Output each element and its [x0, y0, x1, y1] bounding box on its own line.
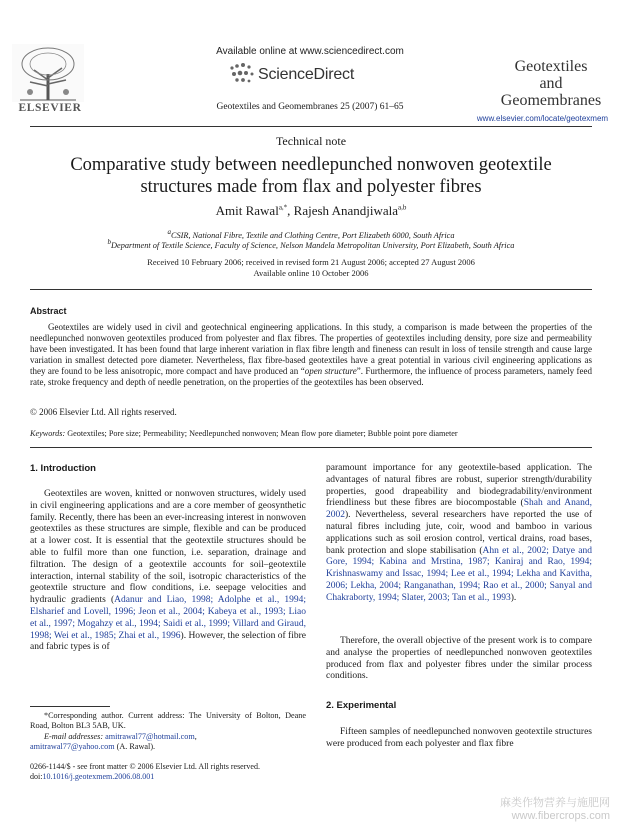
paragraph-text: Geotextiles are woven, knitted or nonwoven structures, widely used in civil engineering applications and are a core member of geosynthetic family. Recently, there has been an ever-increasing interest in nonwoven geotextiles as these structures are simple, flexible and can be produced at a lower cost. It is essential that the geotextile structures should be able to fulfil more than one function, i.e. separation, drainage and filtration. The design of a geotextile accounts for soil–geotextile interaction, internal stability of the soil, isotropic characteristics of the geotextile structure and flow conditions, i.e. seepage velocities and hydraulic gradients ( [30, 489, 306, 606]
journal-title-line3: Geomembranes [500, 92, 602, 109]
affiliation-superscript: a [167, 228, 171, 236]
journal-title [490, 58, 612, 109]
article-type: Technical note [275, 134, 347, 148]
keywords-list: Geotextiles; Pore size; Permeability; Needlepunched nonwoven; Mean flow pore diameter; Bubble point pore diameter [65, 429, 458, 438]
footnote-divider [30, 706, 110, 707]
email-suffix: (A. Rawal). [114, 742, 156, 752]
journal-title-line2: and [539, 75, 563, 92]
experimental-paragraph-1: Fifteen samples of needlepunched nonwoven geotextile structures were produced from each polyester and flax fibre [326, 727, 592, 749]
abstract-copyright: © 2006 Elsevier Ltd. All rights reserved. [30, 407, 177, 417]
publisher-name: ELSEVIER [18, 102, 82, 114]
doi-label: doi: [30, 772, 43, 782]
abstract-text-part: Geotextiles are widely used in civil and geotechnical engineering applications. In this study, a comparison is made between the properties of the needlepunched nonwoven geotextiles produced from polyester and flax fibres. The properties of geotextiles including density, pore size and permeability have been investigated. It has been found that large inherent variation in flax fibre length and fineness can result in loss of tensile strength and cause large variation in smallest detected pore diameter. Nevertheless, flax fibre-based geotextiles have a great potential in various civil engineering applications as they are found to be less anisotropic, more compact and have produced an “ [30, 322, 592, 376]
keywords [30, 429, 592, 438]
intro-paragraph-2 [326, 463, 592, 605]
paragraph-text: ). However, the selection of fibre and fabric types is of [30, 630, 306, 653]
article-title [30, 154, 592, 198]
watermark-line2: www.fibercrops.com [511, 810, 610, 822]
doi-link[interactable]: 10.1016/j.geotexmem.2006.08.001 [42, 772, 155, 782]
journal-url-link[interactable]: www.elsevier.com/locate/geotexmem [476, 114, 609, 123]
email-link[interactable]: amitrawal77@hotmail.com [105, 731, 195, 741]
affiliation-text: Department of Textile Science, Faculty of Science, Nelson Mandela Metropolitan University, Port Elizabeth, South Africa [111, 240, 515, 250]
citation-link[interactable]: Adanur and Liao, 1998; Adolphe et al., 1994; Elsharief and Lovell, 1996; Jeon et al., 2004; Kabeya et al., 1993; Liao et al., 1997; Mogahzy et al., 1994; Saidi et al., 1999; Villard and Giraud, 1998; Wei et al., 1985; Zhai et al., 1996 [30, 595, 306, 641]
intro-paragraph-1 [30, 489, 306, 654]
front-matter [30, 762, 306, 782]
sciencedirect-logo-icon [228, 62, 256, 86]
email-line: E-mail addresses: amitrawal77@hotmail.com, [44, 731, 197, 741]
paragraph-text: ). Nevertheless, several researchers have reported the use of natural fibres including jute, coir, wood and bamboo in various applications such as soil erosion control, vertical drains, road bases, bank protection and slope stabilisation ( [326, 510, 592, 556]
section-heading-experimental: 2. Experimental [326, 700, 397, 711]
abstract-text [30, 322, 592, 387]
affiliation-superscript: b [107, 238, 112, 246]
issn-line: 0266-1144/$ - see front matter © 2006 Elsevier Ltd. All rights reserved. [30, 762, 260, 771]
citation-link[interactable]: Shah and Anand, 2002 [326, 498, 592, 521]
abstract-text-part: ”. Furthermore, the influence of process parameters, namely feed rate, stroke frequency and depth of needle penetration, on the properties of the geotextiles has been observed. [30, 365, 592, 387]
header-divider [30, 126, 592, 127]
abstract-heading: Abstract [30, 306, 67, 316]
corresponding-footnote [30, 711, 306, 753]
author-separator: , [287, 203, 294, 218]
author-list [30, 203, 592, 219]
author-name: Amit Rawal [215, 203, 279, 218]
corresponding-author-note: *Corresponding author. Current address: The University of Bolton, Deane Road, Bolton BL3 5AB, UK. [30, 711, 306, 731]
received-dates: Received 10 February 2006; received in revised form 21 August 2006; accepted 27 August 2006 [147, 257, 475, 267]
corresponding-mark: * [283, 203, 288, 212]
email-label: E-mail addresses: [44, 731, 104, 741]
email-link[interactable]: amitrawal77@yahoo.com [30, 742, 115, 752]
site-watermark [490, 797, 610, 823]
elsevier-tree-logo [12, 44, 84, 102]
sciencedirect-brand: ScienceDirect [258, 66, 355, 83]
affiliation-text: CSIR, National Fibre, Textile and Clothing Centre, Port Elizabeth 6000, South Africa [170, 230, 455, 240]
author-superscript: a, [278, 203, 284, 212]
abstract-divider-bottom [30, 447, 592, 448]
article-dates [30, 257, 592, 279]
email-line-2 [30, 742, 306, 752]
affiliation-b [30, 238, 592, 250]
citation-link[interactable]: Ahn et al., 2002; Datye and Gore, 1994; Kabina and Mrstina, 1987; Kaniraj and Rao, 1994; Krishnaswamy and Issac, 1994; Lee et al., 1994; Lekha and Kavitha, 2006; Lekha, 2004; Ranganathan, 1994; Rao et al., 2000; Sanyal and Chakraborty, 1994; Slater, 2003; Tan et al., 1993 [326, 545, 592, 603]
intro-heading-block [30, 463, 306, 475]
paragraph-text: ). [510, 592, 517, 603]
section-heading-introduction: 1. Introduction [30, 463, 96, 474]
abstract-emphasis: open structure [304, 365, 357, 376]
author-name: Rajesh Anandjiwala [293, 203, 399, 218]
abstract-divider-top [30, 289, 592, 290]
intro-paragraph-3: Therefore, the overall objective of the present work is to compare and analyse the properties of needlepunched nonwoven geotextiles produced from flax and polyester fibres under the similar process conditions. [326, 636, 592, 682]
title-line2: structures made from flax and polyester fibres [140, 177, 482, 197]
experimental-heading-block [326, 700, 592, 712]
online-date: Available online 10 October 2006 [253, 268, 369, 278]
journal-title-line1: Geotextiles [514, 58, 588, 75]
paragraph-text: paramount importance for any geotextile-based application. The advantages of natural fibres are robust, superior strength/durability properties, good drapeability and biodegradability/environment friendliness but these fibres are biocompostable ( [326, 463, 592, 509]
title-line1: Comparative study between needlepunched nonwoven geotextile [70, 155, 552, 175]
available-online-text: Available online at www.sciencedirect.com [216, 46, 404, 57]
journal-citation: Geotextiles and Geomembranes 25 (2007) 61–65 [216, 102, 404, 112]
watermark-line1: 麻类作物营养与施肥网 [500, 797, 610, 809]
doi-line [30, 772, 306, 782]
author-superscript: a,b [398, 203, 407, 212]
keywords-label: Keywords: [30, 429, 66, 438]
